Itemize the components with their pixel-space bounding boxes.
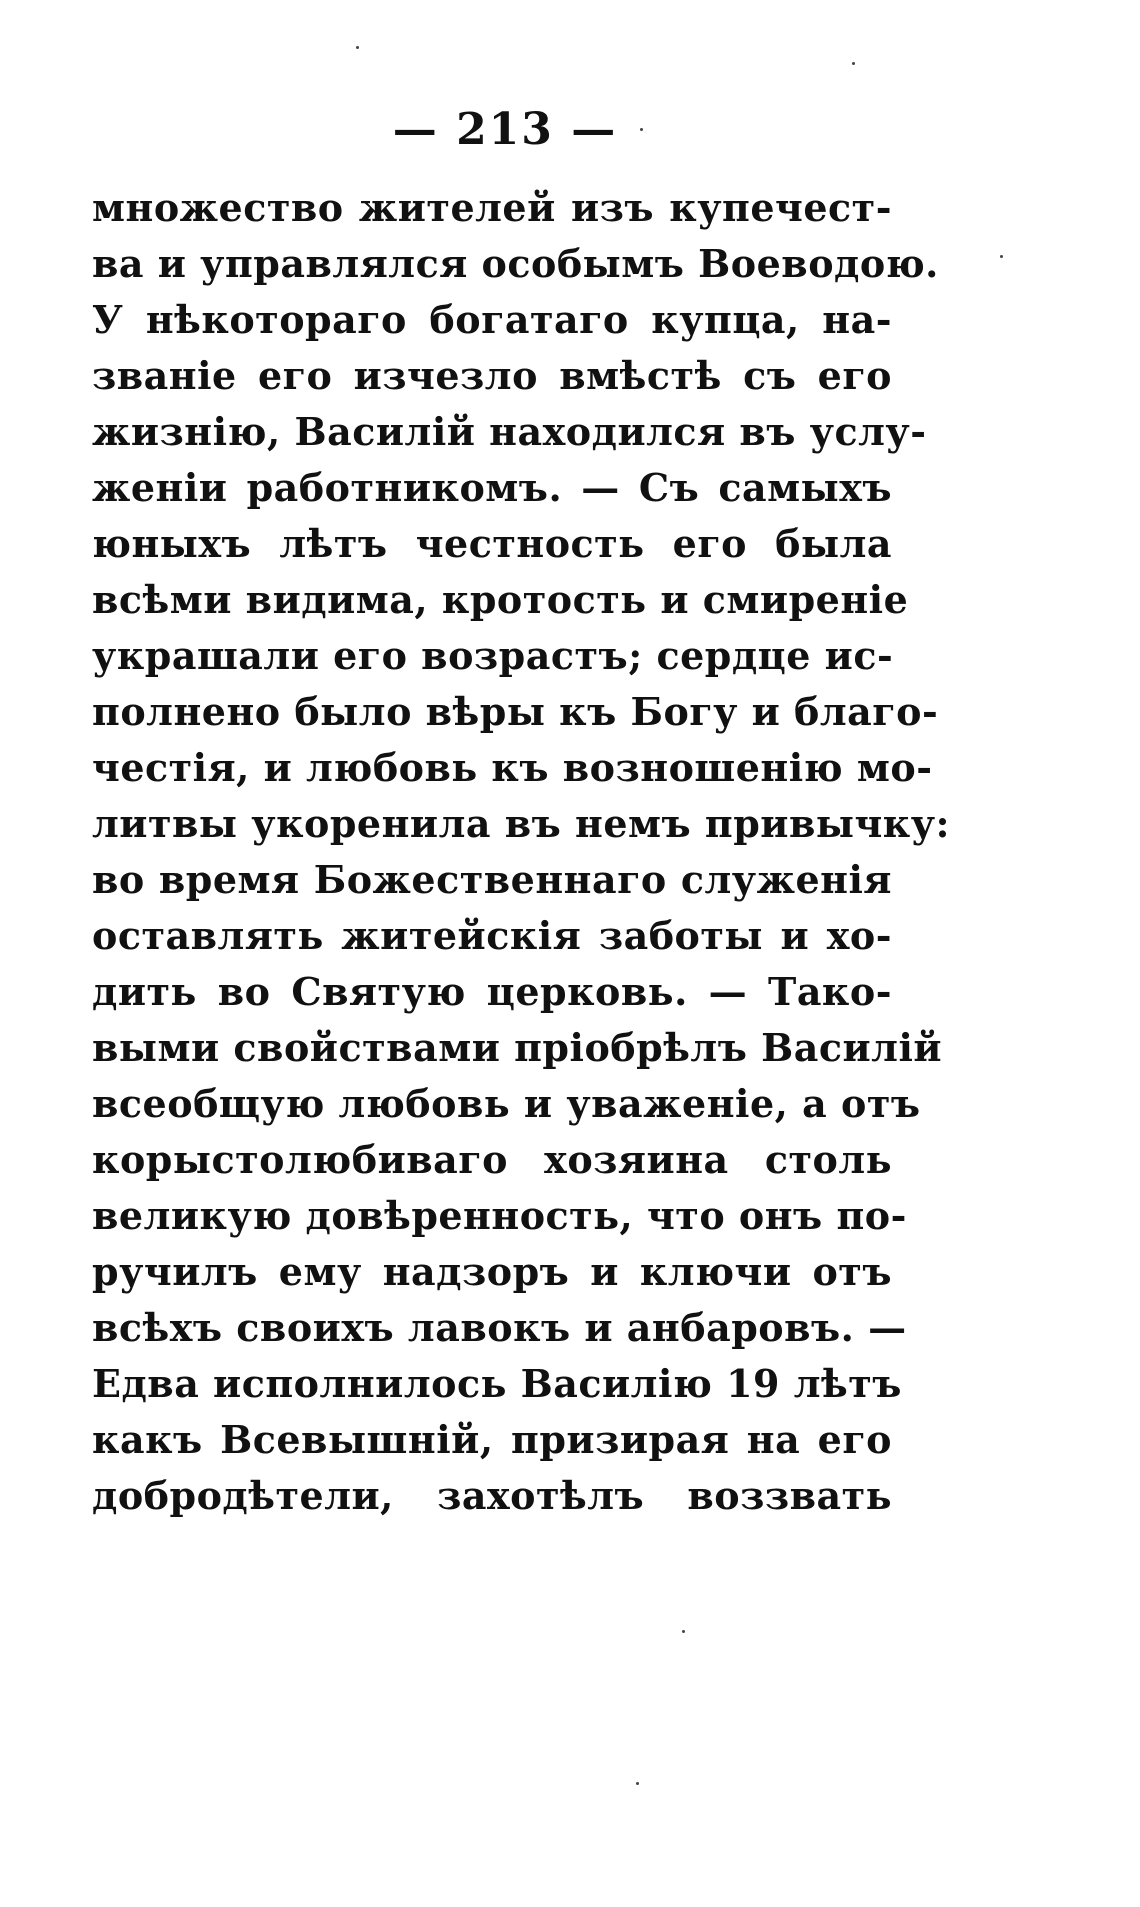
text-line: ручилъ ему надзоръ и ключи отъ bbox=[92, 1249, 892, 1294]
text-line: жизнію, Василій находился въ услу- bbox=[92, 409, 927, 454]
text-line: литвы укоренила въ немъ привычку: bbox=[92, 801, 951, 846]
text-line: добродѣтели, захотѣлъ воззвать bbox=[92, 1473, 892, 1518]
body-text bbox=[92, 180, 951, 1524]
text-line: юныхъ лѣтъ честность его была bbox=[92, 521, 892, 566]
text-line: честія, и любовь къ возношенію мо- bbox=[92, 745, 933, 790]
text-line: корыстолюбиваго хозяина столь bbox=[92, 1137, 892, 1182]
text-line: во время Божественнаго служенія bbox=[92, 857, 892, 902]
text-line: званіе его изчезло вмѣстѣ съ его bbox=[92, 353, 892, 398]
text-line: У нѣкотораго богатаго купца, на- bbox=[92, 297, 892, 342]
text-line: всѣми видима, кротость и смиреніе bbox=[92, 577, 909, 622]
scan-speck bbox=[1000, 255, 1003, 258]
text-line: дить во Святую церковь. — Тако- bbox=[92, 969, 892, 1014]
text-line: женіи работникомъ. — Съ самыхъ bbox=[92, 465, 892, 510]
page-number-header: — 213 — bbox=[392, 104, 618, 155]
scan-speck bbox=[640, 128, 643, 131]
text-line: какъ Всевышній, призирая на его bbox=[92, 1417, 892, 1462]
text-line: ва и управлялся особымъ Воеводою. bbox=[92, 241, 939, 286]
text-line: украшали его возрастъ; сердце ис- bbox=[92, 633, 894, 678]
text-line: всеобщую любовь и уваженіе, а отъ bbox=[92, 1081, 921, 1126]
text-line: оставлять житейскія заботы и хо- bbox=[92, 913, 892, 958]
text-line: великую довѣренность, что онъ по- bbox=[92, 1193, 907, 1238]
text-line: полнено было вѣры къ Богу и благо- bbox=[92, 689, 939, 734]
text-line: всѣхъ своихъ лавокъ и анбаровъ. — bbox=[92, 1305, 907, 1350]
text-line: Едва исполнилось Василію 19 лѣтъ bbox=[92, 1361, 902, 1406]
scan-speck bbox=[356, 46, 359, 49]
scan-speck bbox=[682, 1630, 685, 1633]
text-line: множество жителей изъ купечест- bbox=[92, 185, 892, 230]
text-line: выми свойствами пріобрѣлъ Василій bbox=[92, 1025, 943, 1070]
scan-speck bbox=[636, 1782, 639, 1785]
scan-speck bbox=[852, 62, 855, 65]
